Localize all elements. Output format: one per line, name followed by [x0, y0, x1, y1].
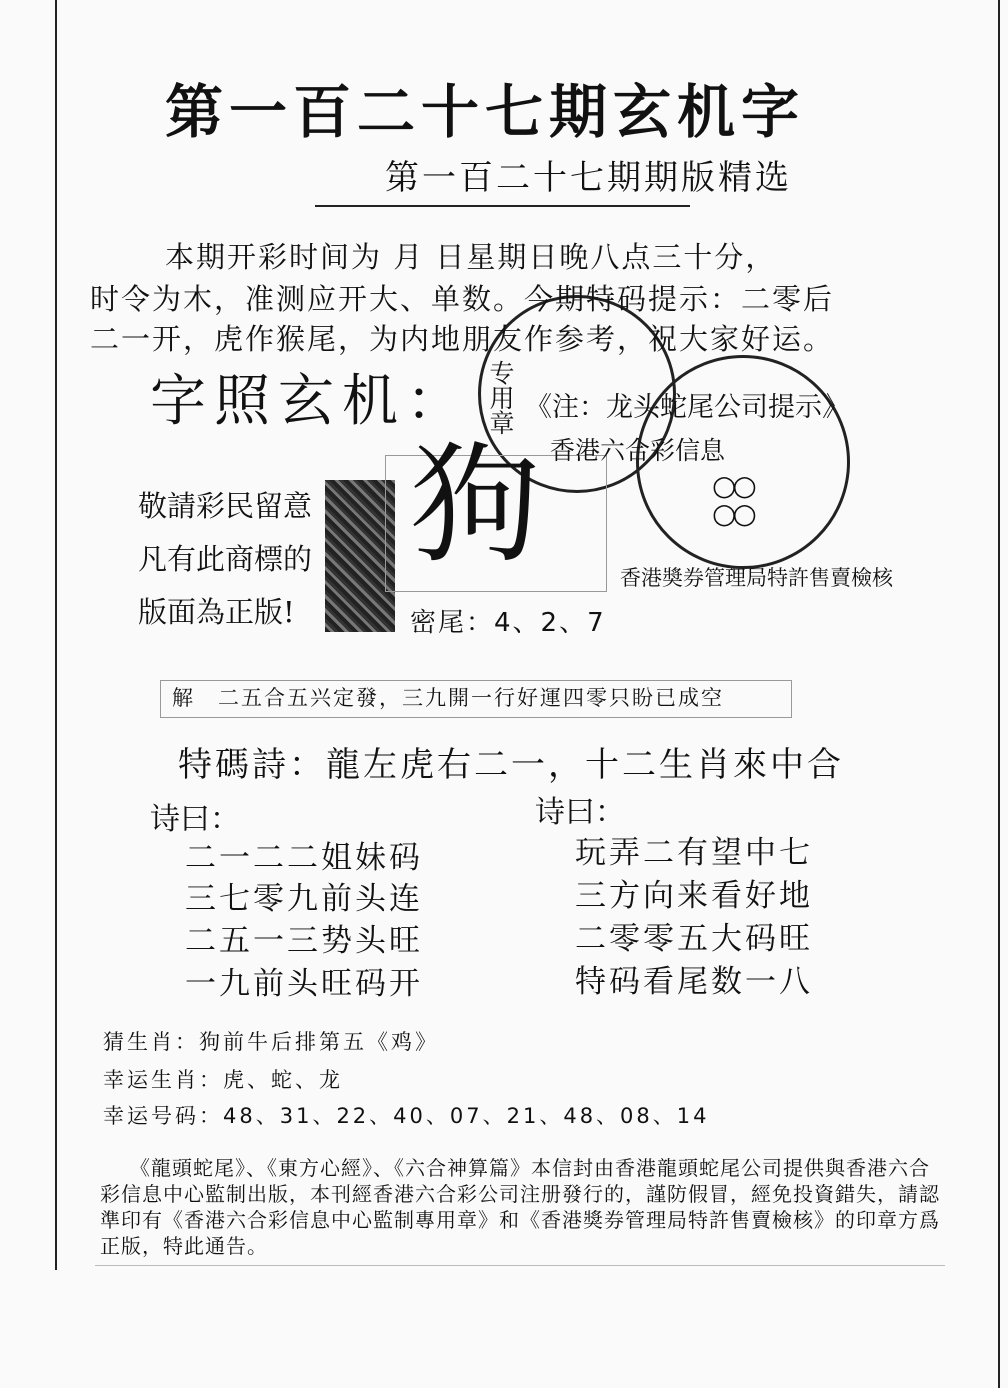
company-note: 《注：龙头蛇尾公司提示》: [525, 392, 849, 423]
explanation-text: 解 二五合五兴定發，三九開一行好運四零只盼已成空: [172, 686, 724, 710]
poem-right-line: 玩弄二有望中七: [575, 835, 813, 871]
footer-notice: 《龍頭蛇尾》、《東方心經》、《六合神算篇》本信封由香港龍頭蛇尾公司提供與香港六合彩信息中心監制出版，本刊經香港六合彩公司注册發行的，謹防假冒，經免投資錯失，請認準印有《香港六合彩信息中心監制專用章》和《香港獎券管理局特許售賣檢核》的印章方爲正版，特此通告。: [100, 1156, 940, 1258]
intro-line-1: 本期开彩时间为 月 日星期日晚八点三十分，: [165, 240, 777, 274]
notice-line: 凡有此商標的: [138, 542, 313, 576]
poem-left-line: 二五一三势头旺: [185, 923, 423, 959]
lucky-zodiac: 幸运生肖：虎、蛇、龙: [103, 1068, 343, 1092]
lucky-numbers: 幸运号码：48、31、22、40、07、21、48、08、14: [103, 1104, 710, 1128]
intro-line-2: 时令为木，准测应开大、单数。今期特码提示：二零后: [90, 282, 835, 316]
notice-line: 敬請彩民留意: [138, 489, 313, 523]
authenticity-notice: [138, 480, 312, 639]
poem-left-line: 一九前头旺码开: [185, 966, 423, 1002]
right-border: [998, 0, 1000, 1388]
guess-zodiac: 猜生肖：狗前牛后排第五《鸡》: [103, 1030, 439, 1054]
stamp2-ring-text: 香港奬券管理局特許售賣檢核: [620, 566, 893, 590]
footer-rule: [95, 1265, 945, 1266]
mystery-character: 狗: [410, 429, 541, 581]
page-title: 第一百二十七期玄机字: [165, 78, 806, 146]
poem-right-header: 诗曰：: [535, 795, 625, 830]
poem-right-line: 特码看尾数一八: [575, 964, 813, 1000]
subtitle-underline: [315, 205, 690, 207]
section-heading: 字照玄机：: [150, 369, 470, 434]
left-border: [55, 0, 57, 1270]
intro-line-3: 二一开，虎作猴尾，为内地朋友作参考，祝大家好运。: [90, 322, 835, 356]
stamp1-center-text: 专用章: [486, 360, 515, 435]
poem-left-line: 二一二二姐妹码: [185, 840, 423, 876]
notice-line: 版面為正版!: [138, 595, 295, 629]
poem-title: 特碼詩：龍左虎右二一，十二生肖來中合: [178, 745, 844, 785]
subtitle: 第一百二十七期期版精选: [385, 158, 792, 198]
stamp1-ring-text: 香港六合彩信息: [550, 436, 726, 465]
poem-right-line: 二零零五大码旺: [575, 921, 813, 957]
poem-left-header: 诗曰：: [150, 802, 240, 837]
stamp2-emblem-icon: ○○ ○○: [712, 469, 753, 530]
tail-numbers: 密尾：4、2、7: [410, 608, 606, 638]
poem-right-line: 三方向来看好地: [575, 878, 813, 914]
poem-left-line: 三七零九前头连: [185, 881, 423, 917]
